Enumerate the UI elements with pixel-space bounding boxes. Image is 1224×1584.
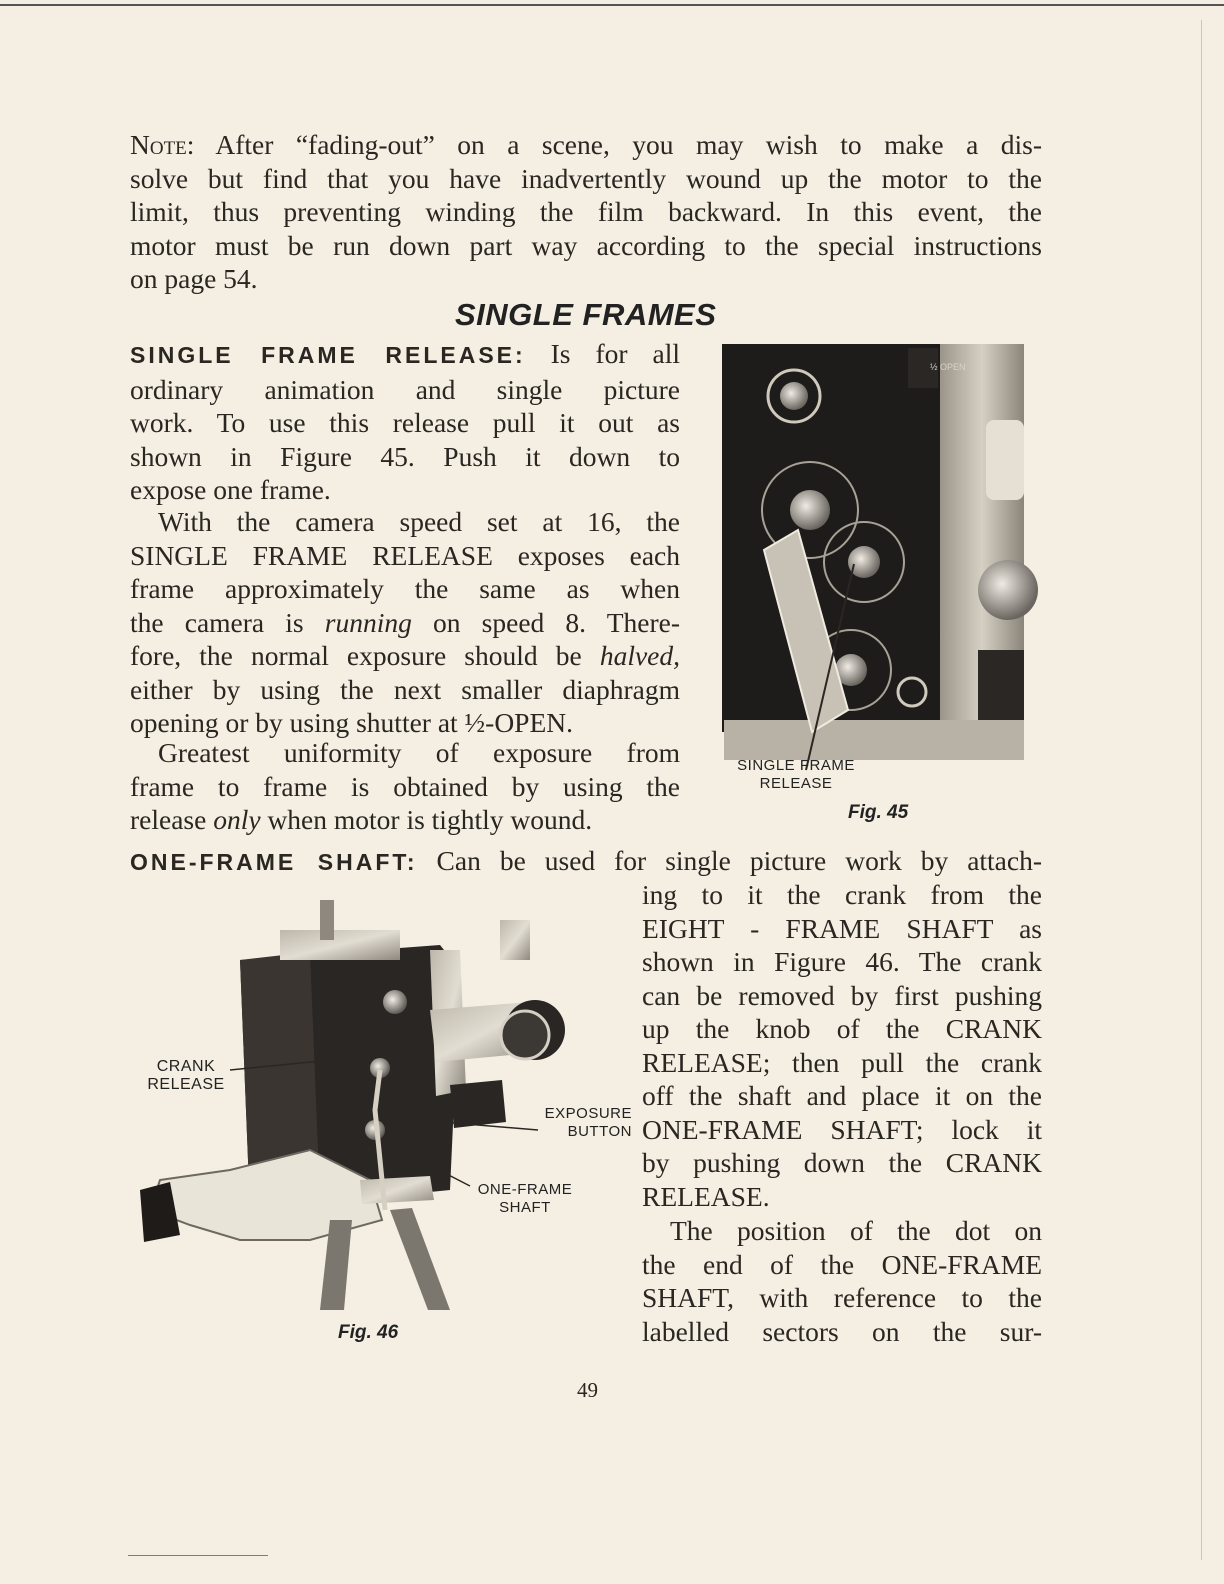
emphasis-only: only [213, 804, 261, 835]
single-frame-release-paragraph: SINGLE FRAME RELEASE: Is for all ordinary animation and single picture work. To use this release pull it out as shown in Figure 45. Push it down to expose one frame. [130, 338, 680, 505]
page-edge [1201, 20, 1202, 1560]
one-frame-shaft-first-line: ONE-FRAME SHAFT: Can be used for single picture work by attach- [130, 845, 1042, 876]
fig46-one-frame-shaft-label: ONE-FRAME SHAFT [477, 1181, 573, 1216]
section-heading: SINGLE FRAMES [455, 297, 717, 332]
emphasis-halved: halved, [599, 640, 680, 671]
one-frame-shaft-paragraph: ing to it the crank from the EIGHT - FRAME SHAFT as shown in Figure 46. The crank can be removed by first pushing up the knob of the CRANK RELEASE; then pull the crank off the shaft and place it on the ONE-FRAME SHAFT; lock it by pushing down the CRANK RELEASE. [642, 879, 1042, 1212]
fig45-single-frame-release-label: SINGLE FRAME RELEASE [737, 757, 855, 792]
dot-position-paragraph: The position of the dot on the end of the ONE-FRAME SHAFT, with reference to the labelled sectors on the sur- [642, 1215, 1042, 1347]
uniformity-paragraph: Greatest uniformity of exposure from frame to frame is obtained by using the release only when motor is tightly wound. [130, 737, 680, 835]
top-border [0, 4, 1224, 6]
note-paragraph: Note: After “fading-out” on a scene, you may wish to make a dis- solve but find that you have inadvertently wound up the motor to the limit, thus preventing winding the film backward. In this event, the motor must be run down part way according to the special instructions on page 54. [130, 129, 1042, 294]
one-frame-shaft-lead: ONE-FRAME SHAFT: [130, 849, 418, 875]
fig45-caption: Fig. 45 [848, 802, 909, 823]
bottom-rule [128, 1555, 268, 1556]
fig46-caption: Fig. 46 [338, 1322, 399, 1343]
single-frame-release-lead: SINGLE FRAME RELEASE: [130, 342, 526, 368]
page-number: 49 [577, 1378, 598, 1402]
emphasis-running: running [324, 606, 412, 638]
fig45-dial-text: ½ OPEN [930, 362, 966, 372]
camera-speed-paragraph: With the camera speed set at 16, the SINGLE FRAME RELEASE exposes each frame approximately the same as when the camera is running on speed 8. There- fore, the normal exposure should be halved, either by using the next smaller diaphragm opening or by using shutter at ½-OPEN. [130, 506, 680, 738]
fig46-crank-release-label: CRANK RELEASE [147, 1058, 225, 1093]
note-label: Note [130, 129, 187, 160]
fig46-exposure-button-label: EXPOSURE BUTTON [544, 1105, 632, 1140]
fig45-camera-photo [716, 340, 1032, 780]
